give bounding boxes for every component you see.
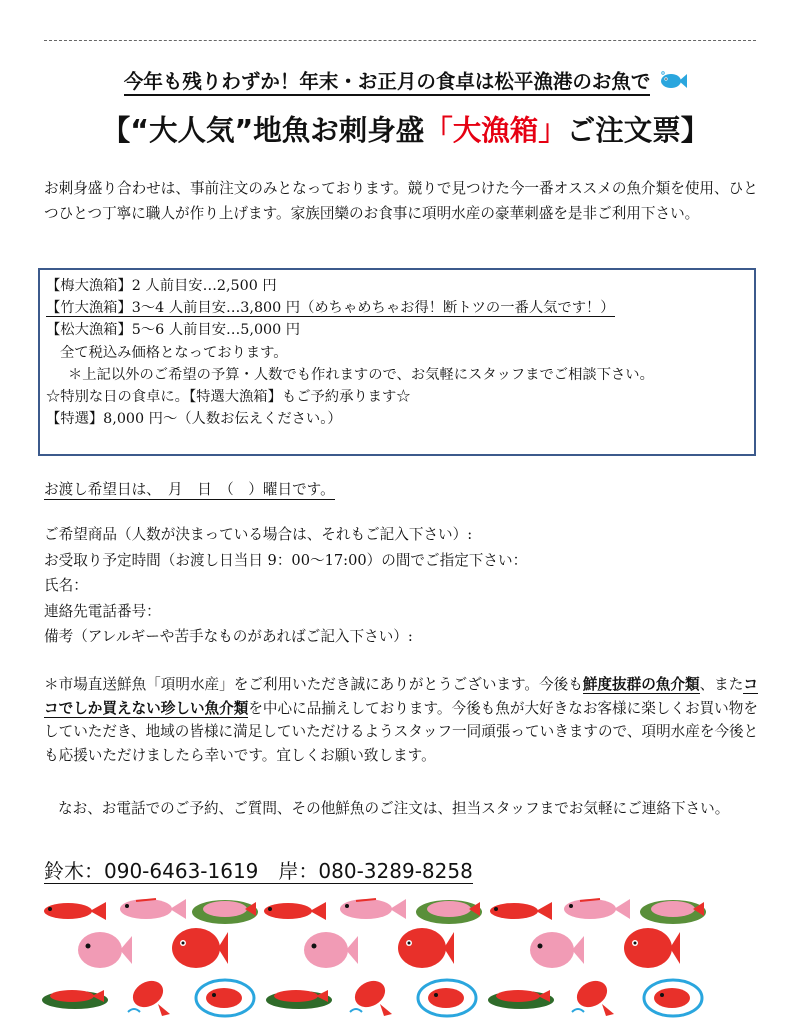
closing-b2: ココでしか買えない珍しい魚介類 <box>44 676 758 717</box>
title-part2: ご注文票】 <box>566 114 710 147</box>
custom-note: ＊上記以外のご希望の予算・人数でも作れますので、お気軽にスタッフまでご相談下さい。 <box>68 366 654 383</box>
tax-note: 全て税込み価格となっております。 <box>60 344 288 361</box>
field-name: 氏名： <box>44 577 88 594</box>
pink-fish-icon <box>560 894 632 924</box>
fish-on-leaf-icon <box>486 982 556 1012</box>
closing-paragraph <box>44 673 768 767</box>
fish-on-plate-icon <box>638 892 708 926</box>
special-intro: ☆特別な日の食卓に。【特選大漁箱】もご予約承ります☆ <box>46 389 411 406</box>
menu-take: 【竹大漁箱】3～4 人前目安…3,800 円（めちゃめちゃお得！断トツの一番人気です！） <box>46 300 615 317</box>
field-pickup-time: お受取り予定時間（お渡し日当日 9：00～17:00）の間でご指定下さい： <box>44 551 528 569</box>
pink-sea-bream-icon <box>300 926 360 972</box>
contact-phones-text: 鈴木：090-6463-1619 岸：080-3289-8258 <box>44 859 473 883</box>
red-sea-bream-icon <box>168 922 230 972</box>
red-sea-bream-icon <box>394 922 456 972</box>
fish-on-leaf-icon <box>40 982 110 1012</box>
fish-on-plate-icon <box>190 892 260 926</box>
jumping-red-fish-icon <box>566 972 620 1018</box>
intro-paragraph: お刺身盛り合わせは、事前注文のみとなっております。競りで見つけた今一番オススメの魚介類を使用、ひとつひとつ丁寧に職人が作り上げます。家族団欒のお食事に項明水産の豪華刺盛を是非ご利用下さい。 <box>44 180 758 222</box>
pink-sea-bream-icon <box>74 926 134 972</box>
menu-matsu: 【松大漁箱】5～6 人前目安…5,000 円 <box>46 322 301 339</box>
headline <box>0 66 811 95</box>
fish-in-bowl-icon <box>194 974 256 1018</box>
fish-illustration-row <box>38 890 768 1024</box>
closing-p3: を中心に品揃えしております。今後も魚が大好きなお客様に楽しくお買い物をしていただき、地域の皆様に満足していただけるようスタッフ一同頑張っていきますので、項明水産を今後とも応援いただけましたら幸いです。宜しくお願い致します。 <box>44 699 759 764</box>
red-fish-icon <box>40 898 108 924</box>
dashed-divider <box>44 40 756 41</box>
blue-fish-icon <box>659 70 687 95</box>
jumping-red-fish-icon <box>122 972 176 1018</box>
title-part1: 【“大人気”地魚お刺身盛 <box>101 114 425 147</box>
menu-ume: 【梅大漁箱】2 人前目安…2,500 円 <box>46 278 277 294</box>
field-remarks: 備考（アレルギーや苦手なものがあればご記入下さい）: <box>44 628 413 645</box>
pink-fish-icon <box>116 894 188 924</box>
menu-special: 【特選】8,000 円～（人数お伝えください。） <box>46 411 342 428</box>
pink-sea-bream-icon <box>526 926 586 972</box>
field-product: ご希望商品（人数が決まっている場合は、それもご記入下さい）: <box>44 526 473 543</box>
page-title <box>0 108 811 149</box>
delivery-date-text: お渡し希望日は、 月 日 （ ）曜日です。 <box>44 481 335 498</box>
fish-in-bowl-icon <box>642 974 704 1018</box>
contact-phones <box>44 855 473 884</box>
headline-text: 今年も残りわずか！年末・お正月の食卓は松平漁港のお魚で <box>124 70 651 96</box>
menu-box <box>38 268 756 456</box>
fish-in-bowl-icon <box>416 974 478 1018</box>
fish-on-plate-icon <box>414 892 484 926</box>
contact-note: なお、お電話でのご予約、ご質問、その他鮮魚のご注文は、担当スタッフまでお気軽にご連絡下さい。 <box>58 800 730 817</box>
jumping-red-fish-icon <box>344 972 398 1018</box>
delivery-date-line <box>44 478 335 499</box>
field-phone: 連絡先電話番号： <box>44 602 161 620</box>
red-fish-icon <box>486 898 554 924</box>
closing-b1: 鮮度抜群の魚介類 <box>582 676 700 693</box>
red-fish-icon <box>260 898 328 924</box>
pink-fish-icon <box>336 894 408 924</box>
closing-p1: ＊市場直送鮮魚「項明水産」をご利用いただき誠にありがとうございます。今後も <box>44 676 583 693</box>
red-sea-bream-icon <box>620 922 682 972</box>
closing-p2: 、また <box>699 676 744 693</box>
fish-on-leaf-icon <box>264 982 334 1012</box>
order-fields <box>44 522 527 650</box>
title-highlight: 「大漁箱」 <box>424 114 567 147</box>
